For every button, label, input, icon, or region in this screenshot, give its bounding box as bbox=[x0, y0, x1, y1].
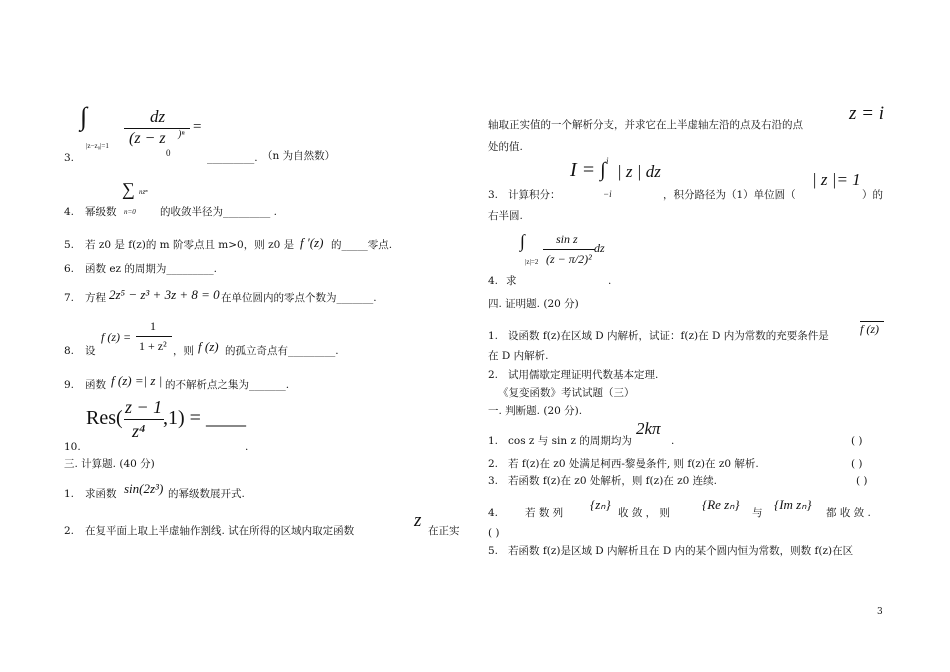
question-number: 10. bbox=[64, 441, 81, 453]
sequence-expression: {zₙ} bbox=[590, 497, 611, 512]
question-text: 的不解析点之集为_______. bbox=[165, 379, 290, 391]
question-text: 若函数 f(z)在 z0 处解析，则 f(z)在 z0 连续. bbox=[508, 475, 718, 487]
question-text: 若 数 列 bbox=[525, 507, 564, 519]
question-prefix: 方程 bbox=[85, 292, 106, 304]
math-expression: f (z) =| z | bbox=[111, 373, 163, 388]
section-heading: 四. 证明题. (20 分) bbox=[488, 298, 579, 310]
fraction-numerator: sin z bbox=[556, 232, 578, 246]
question-number: 2. bbox=[64, 525, 75, 537]
math-expression: f (z) bbox=[860, 322, 879, 336]
question-text-continued: 轴取正实值的一个解析分支，并求它在上半虚轴左沿的点及右沿的点 bbox=[488, 119, 803, 131]
question-number: 3. bbox=[64, 152, 75, 164]
exam-title: 《复变函数》考试试题（三） bbox=[498, 387, 635, 399]
math-expression: f (z) bbox=[198, 339, 219, 354]
path-circle-expression: | z |= 1 bbox=[812, 170, 861, 189]
question-text-end: 的_____零点. bbox=[331, 239, 393, 251]
question-prefix: 幂级数 bbox=[85, 206, 117, 218]
differential: dz bbox=[594, 241, 605, 255]
question-text: ，则 bbox=[173, 345, 194, 357]
integrand: | z | dz bbox=[617, 162, 661, 181]
question-text: 的幂级数展开式. bbox=[168, 488, 245, 500]
question-dot: . bbox=[671, 435, 675, 447]
sequence-imaginary-part: {Im zₙ} bbox=[774, 497, 812, 512]
integral-sign: ∫ bbox=[520, 231, 525, 251]
equals-sign: = bbox=[193, 119, 202, 135]
question-number: 2. bbox=[488, 458, 499, 470]
integral-lower-limit: −i bbox=[603, 189, 612, 199]
math-expression: 2kπ bbox=[636, 419, 661, 438]
question-number: 9. bbox=[64, 379, 75, 391]
integral-contour: |z|=2 bbox=[525, 258, 539, 266]
math-expression: f ′(z) bbox=[300, 235, 324, 250]
question-text: 试用儒歇定理证明代数基本定理. bbox=[508, 369, 659, 381]
math-variable: z bbox=[414, 510, 422, 531]
question-note: （n 为自然数） bbox=[262, 150, 336, 162]
question-text-line2: 在 D 内解析. bbox=[488, 350, 549, 362]
residue-tail: ,1) = ____ bbox=[163, 407, 246, 429]
fraction-denominator: (z − z bbox=[129, 130, 166, 147]
question-text: cos z 与 sin z 的周期均为 bbox=[508, 435, 632, 447]
question-prefix: 函数 bbox=[85, 379, 106, 391]
question-text: 若函数 f(z)是区域 D 内解析且在 D 内的某个圆内恒为常数，则数 f(z)在区 bbox=[508, 545, 854, 557]
math-lhs: f (z) = bbox=[101, 330, 132, 344]
question-text: 都 收 敛 . bbox=[826, 507, 871, 519]
question-dot: . bbox=[245, 441, 249, 453]
fraction-denominator: (z − π/2)² bbox=[546, 252, 592, 266]
question-text-close: ）的 bbox=[862, 189, 883, 201]
question-text: 在单位圆内的零点个数为_______. bbox=[221, 292, 377, 304]
residue-operator: Res( bbox=[86, 407, 123, 429]
answer-paren: ( ) bbox=[851, 458, 863, 470]
question-number: 6. bbox=[64, 263, 75, 275]
answer-paren: ( ) bbox=[488, 527, 500, 539]
integral-contour: |z−z₀|=1 bbox=[86, 142, 109, 150]
fraction-denominator: z⁴ bbox=[132, 421, 146, 441]
question-text: 计算积分： bbox=[508, 189, 561, 201]
fraction-bar bbox=[543, 249, 595, 250]
question-text: 在复平面上取上半虚轴作割线. 试在所得的区域内取定函数 bbox=[85, 525, 355, 537]
question-text: 的收敛半径为_________ . bbox=[160, 206, 277, 218]
question-text: 收 敛 ， 则 bbox=[618, 507, 671, 519]
integral-expression: I = ∫ bbox=[570, 159, 606, 181]
question-number: 8. bbox=[64, 345, 75, 357]
sequence-real-part: {Re zₙ} bbox=[702, 497, 740, 512]
denominator-subscript: 0 bbox=[166, 148, 171, 158]
question-text: 函数 ez 的周期为_________. bbox=[85, 263, 218, 275]
question-text-end: 在正实 bbox=[428, 525, 460, 537]
summation-lower-limit: n=0 bbox=[124, 208, 136, 216]
question-text: 设函数 f(z)在区域 D 内解析，试证：f(z)在 D 内为常数的充要条件是 bbox=[508, 330, 829, 342]
answer-paren: ( ) bbox=[851, 435, 863, 447]
denominator-power: )ⁿ bbox=[178, 129, 185, 140]
question-number: 7. bbox=[64, 292, 75, 304]
question-number: 4. bbox=[488, 507, 499, 519]
question-text: 与 bbox=[752, 507, 763, 519]
fraction-numerator: dz bbox=[150, 107, 166, 126]
question-text: 若 z0 是 f(z)的 m 阶零点且 m>0，则 z0 是 bbox=[85, 239, 295, 251]
answer-blank: _________. bbox=[207, 152, 258, 164]
question-number: 1. bbox=[488, 330, 499, 342]
question-number: 1. bbox=[64, 488, 75, 500]
question-prefix: 求函数 bbox=[85, 488, 117, 500]
page-number: 3 bbox=[877, 607, 883, 617]
section-heading: 三. 计算题. (40 分) bbox=[64, 458, 155, 470]
question-number: 3. bbox=[488, 475, 499, 487]
question-text-line2: 右半圆. bbox=[488, 210, 523, 222]
summation-term: nzⁿ bbox=[139, 188, 148, 196]
question-dot: . bbox=[608, 275, 612, 287]
question-text: 若 f(z)在 z0 处满足柯西-黎曼条件, 则 f(z)在 z0 解析. bbox=[508, 458, 759, 470]
section-heading: 一. 判断题. (20 分). bbox=[488, 405, 583, 417]
question-number: 2. bbox=[488, 369, 499, 381]
answer-paren: ( ) bbox=[856, 475, 868, 487]
question-prefix: 设 bbox=[85, 345, 96, 357]
question-number: 4. bbox=[488, 275, 499, 287]
question-number: 5. bbox=[64, 239, 75, 251]
question-number: 1. bbox=[488, 435, 499, 447]
summation-sign: ∑ bbox=[122, 179, 135, 199]
fraction-numerator: 1 bbox=[150, 319, 156, 333]
question-text-end: 处的值. bbox=[488, 141, 523, 153]
question-text: 求 bbox=[506, 275, 517, 287]
fraction-numerator: z − 1 bbox=[125, 397, 163, 417]
integral-sign: ∫ bbox=[80, 102, 88, 131]
math-expression: 2z⁵ − z³ + 3z + 8 = 0 bbox=[109, 287, 220, 302]
question-number: 5. bbox=[488, 545, 499, 557]
fraction-bar bbox=[136, 336, 172, 337]
integral-upper-limit: i bbox=[606, 156, 609, 166]
math-expression: z = i bbox=[849, 103, 884, 124]
question-text-end: 的孤立奇点有_________. bbox=[225, 345, 339, 357]
fraction-denominator: 1 + z² bbox=[139, 339, 167, 353]
fraction-bar bbox=[124, 419, 164, 420]
question-number: 3. bbox=[488, 189, 499, 201]
math-expression: sin(2z³) bbox=[124, 481, 164, 496]
question-text-path: ，积分路径为（1）单位圆（ bbox=[663, 189, 796, 201]
question-number: 4. bbox=[64, 206, 75, 218]
